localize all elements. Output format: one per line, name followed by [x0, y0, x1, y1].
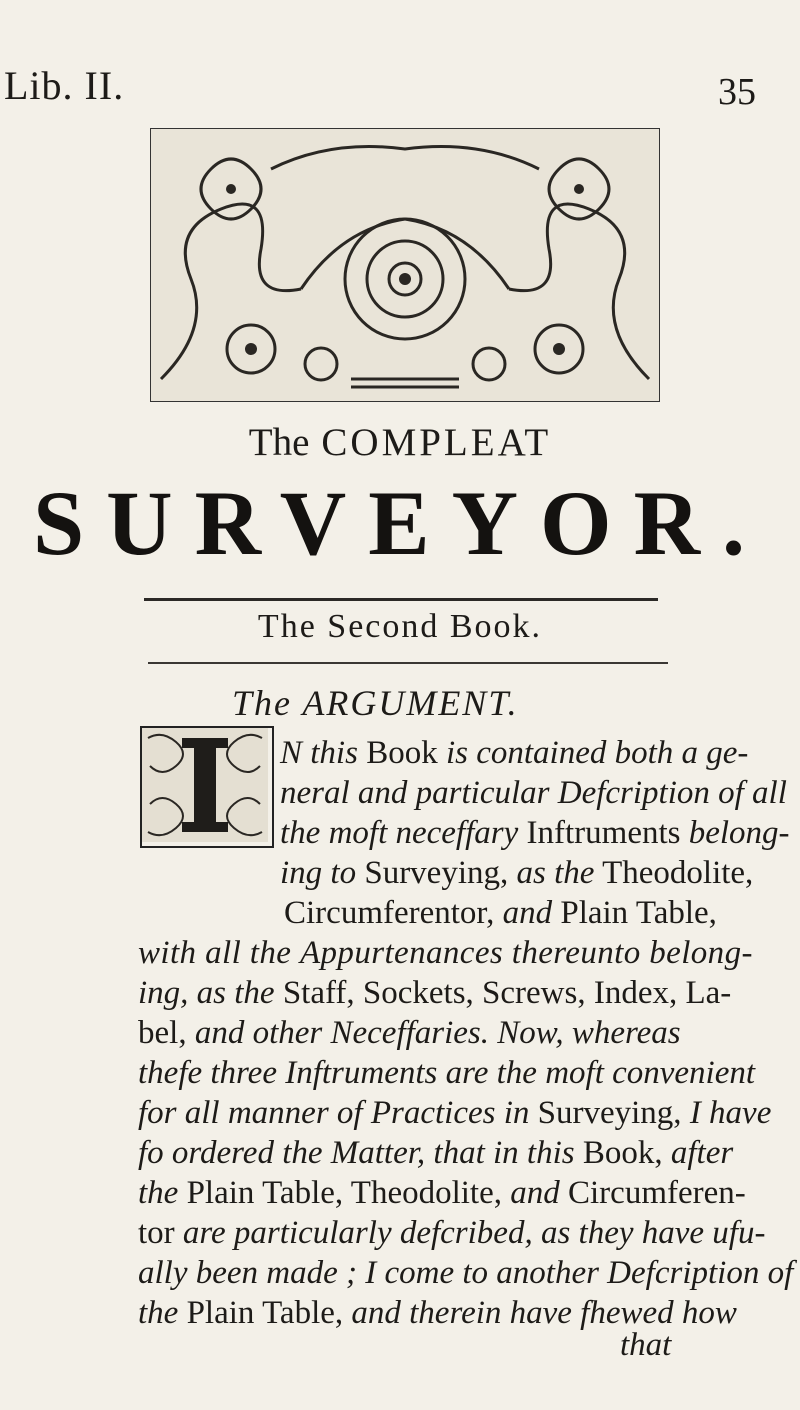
argument-line: the Plain Table, Theodolite, and Circumferen- — [138, 1175, 746, 1211]
argument-line: ing, as the Staff, Sockets, Screws, Index, La- — [138, 975, 732, 1011]
argument-line: bel, and other Neceffaries. Now, whereas — [138, 1015, 681, 1051]
argument-line: the moft neceffary Inftruments belong- — [280, 815, 790, 851]
argument-line: neral and particular Defcription of all — [280, 775, 787, 811]
title-surveyor: SURVEYOR. — [32, 472, 768, 574]
argument-line: thefe three Inftruments are the moft convenient — [138, 1055, 756, 1091]
title-rule — [144, 598, 658, 601]
book-heading: The Second Book. — [257, 608, 543, 645]
argument-line: tor are particularly defcribed, as they have ufu- — [138, 1215, 766, 1251]
argument-line: N this Book is contained both a ge- — [280, 735, 749, 771]
book-rule — [148, 662, 668, 664]
argument-line: the Plain Table, and therein have fhewed how — [138, 1295, 737, 1331]
title-line-1 — [0, 420, 800, 465]
argument-line: ing to Surveying, as the Theodolite, — [280, 855, 754, 891]
argument-line: ally been made ; I come to another Defcription of — [138, 1255, 794, 1291]
argument-line: with all the Appurtenances thereunto belong- — [138, 935, 753, 971]
title-compleat: COMPLEAT — [321, 421, 552, 464]
argument-line: fo ordered the Matter, that in this Book, after — [138, 1135, 734, 1171]
argument-heading: The ARGUMENT. — [232, 683, 519, 723]
ornamental-initial-icon — [142, 728, 268, 842]
running-head-left: Lib. II. — [4, 63, 125, 108]
argument-line: Circumferentor, and Plain Table, — [284, 895, 717, 931]
headpiece-ornament — [150, 128, 660, 402]
catchword: that — [620, 1327, 672, 1363]
decorated-initial — [140, 726, 274, 848]
page-number: 35 — [718, 71, 756, 113]
argument-line: for all manner of Practices in Surveying, I have — [138, 1095, 772, 1131]
scroll-ornament-icon — [151, 129, 659, 401]
running-head — [0, 62, 800, 112]
title-prefix: The — [248, 421, 310, 464]
